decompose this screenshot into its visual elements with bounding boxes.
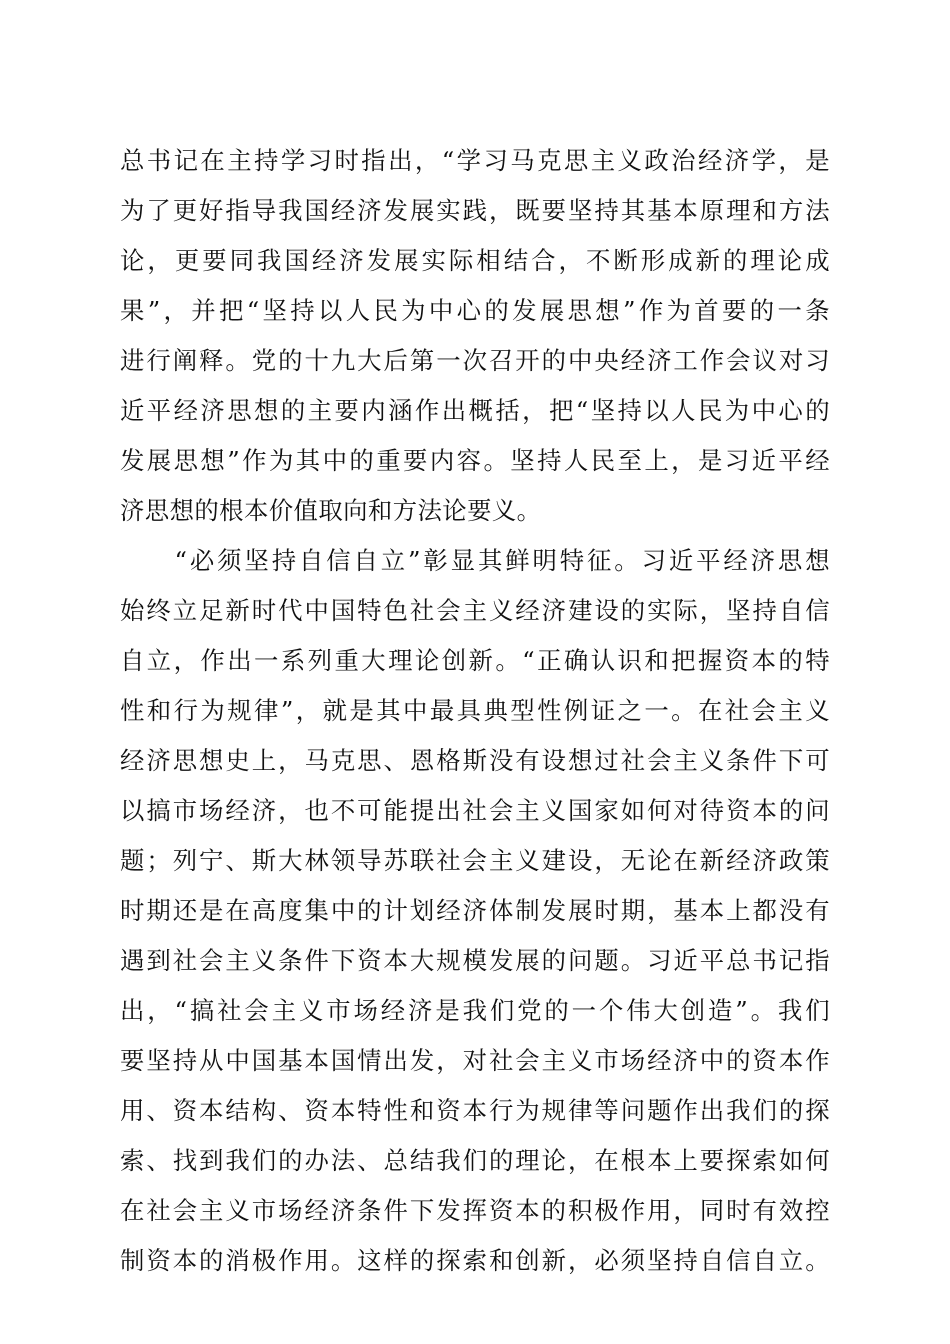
paragraph-first-line: “必须坚持自信自立”彰显其鲜明特征。习近平经济思想 <box>120 546 830 575</box>
text-line: 经济思想史上，马克思、恩格斯没有设想过社会主义条件下可 <box>120 746 830 775</box>
text-line: 进行阐释。党的十九大后第一次召开的中央经济工作会议对习 <box>120 346 830 375</box>
text-line: 遇到社会主义条件下资本大规模发展的问题。习近平总书记指 <box>120 946 830 975</box>
text-line: 制资本的消极作用。这样的探索和创新，必须坚持自信自立。 <box>120 1246 830 1275</box>
text-line: 要坚持从中国基本国情出发，对社会主义市场经济中的资本作 <box>120 1046 830 1075</box>
text-line: 济思想的根本价值取向和方法论要义。 <box>120 496 542 525</box>
text-line: 始终立足新时代中国特色社会主义经济建设的实际，坚持自信 <box>120 596 830 625</box>
text-line: 索、找到我们的办法、总结我们的理论，在根本上要探索如何 <box>120 1146 830 1175</box>
text-line: 在社会主义市场经济条件下发挥资本的积极作用，同时有效控 <box>120 1196 830 1225</box>
text-line: 时期还是在高度集中的计划经济体制发展时期，基本上都没有 <box>120 896 830 925</box>
text-line: 性和行为规律”，就是其中最具典型性例证之一。在社会主义 <box>120 696 830 725</box>
text-line: 论，更要同我国经济发展实际相结合，不断形成新的理论成 <box>120 246 830 275</box>
text-line: 果”，并把“坚持以人民为中心的发展思想”作为首要的一条 <box>120 296 830 325</box>
text-line: 为了更好指导我国经济发展实践，既要坚持其基本原理和方法 <box>120 196 830 225</box>
text-line: 发展思想”作为其中的重要内容。坚持人民至上，是习近平经 <box>120 446 830 475</box>
text-line: 用、资本结构、资本特性和资本行为规律等问题作出我们的探 <box>120 1096 830 1125</box>
text-line: 题；列宁、斯大林领导苏联社会主义建设，无论在新经济政策 <box>120 846 830 875</box>
text-line: 总书记在主持学习时指出，“学习马克思主义政治经济学，是 <box>120 146 830 175</box>
text-line: 以搞市场经济，也不可能提出社会主义国家如何对待资本的问 <box>120 796 830 825</box>
text-line: 自立，作出一系列重大理论创新。“正确认识和把握资本的特 <box>120 646 830 675</box>
text-line: 近平经济思想的主要内涵作出概括，把“坚持以人民为中心的 <box>120 396 830 425</box>
text-line: 出，“搞社会主义市场经济是我们党的一个伟大创造”。我们 <box>120 996 830 1025</box>
